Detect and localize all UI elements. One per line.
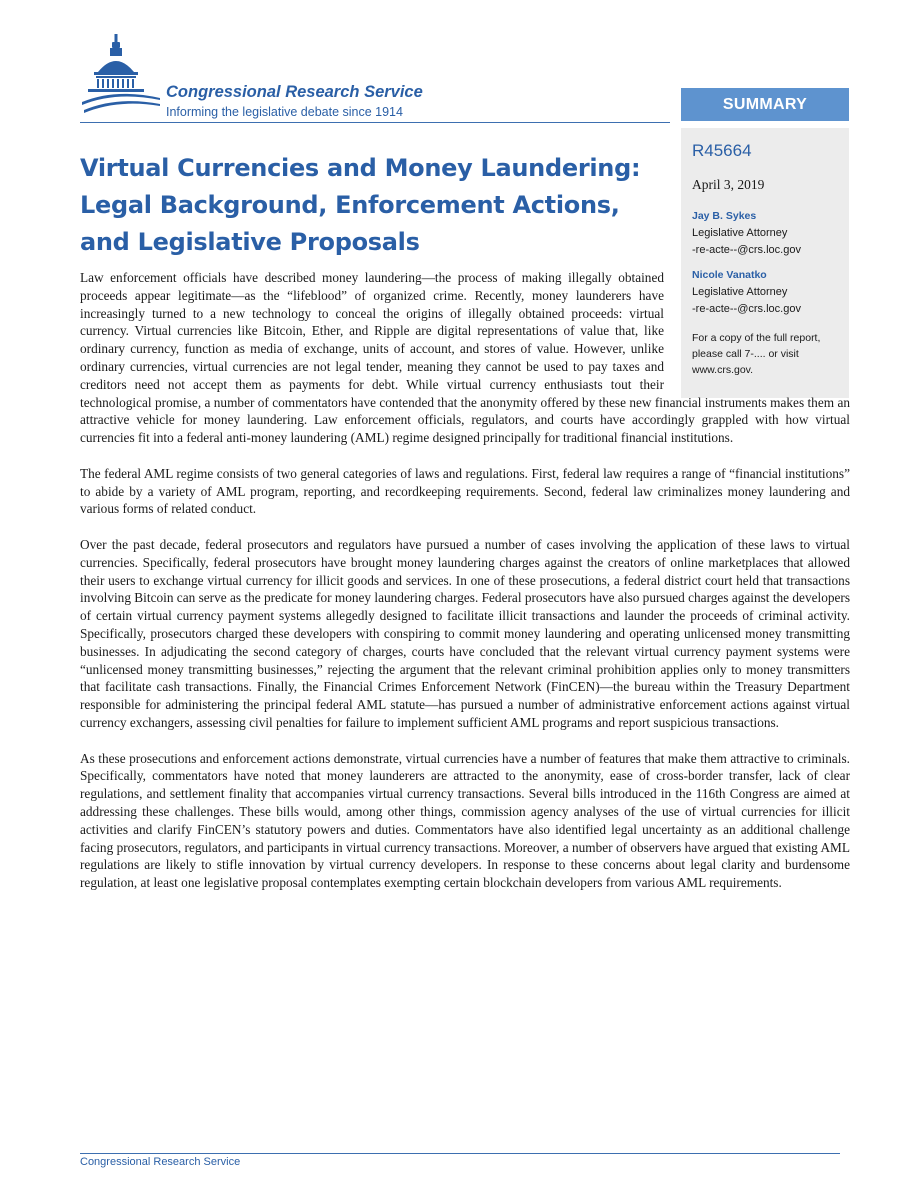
crs-website-link[interactable]: www.crs.gov.	[692, 364, 754, 376]
body-paragraph: As these prosecutions and enforcement actions demonstrate, virtual currencies have a number of features that make them attractive to criminals. Specifically, commentators have noted that money launderers are attracted to the anonymity, ease of cross-border transfer, lack of clear regulations, and settlement finality that accompanies virtual currency transactions. Several bills introduced in the 116th Congress are aimed at addressing these challenges. These bills would, among other things, commission agency analyses of the use of virtual currencies for illicit activities and clarify FinCEN’s statutory powers and duties. Commentators have also identified legal uncertainty as an additional challenge facing prosecutors, regulators, and participants in virtual currency transactions. Moreover, a number of observers have argued that existing AML regulations are likely to stifle innovation by virtual currency developers. In response to these concerns about legal clarity and burdensome regulation, at least one legislative proposal contemplates exempting certain blockchain developers from various AML requirements.	[80, 750, 850, 891]
body-paragraph: The federal AML regime consists of two general categories of laws and regulations. First, federal law requires a range of “financial institutions” to abide by a variety of AML program, reporting, and recordkeeping requirements. Second, federal law criminalizes money laundering and various forms of related conduct.	[80, 465, 850, 517]
crs-logo	[80, 34, 480, 124]
org-tagline: Informing the legislative debate since 1914	[166, 105, 403, 119]
author-block	[692, 208, 839, 259]
report-date: April 3, 2019	[692, 177, 765, 192]
author-role: Legislative Attorney	[692, 286, 788, 298]
summary-body	[80, 269, 850, 910]
author-email[interactable]: -re-acte--@crs.loc.gov	[692, 303, 801, 315]
author-role: Legislative Attorney	[692, 227, 788, 239]
summary-heading: SUMMARY	[681, 88, 849, 121]
body-paragraph: Law enforcement officials have described money laundering—the process of making illegally obtained proceeds appear legitimate—as the “lifeblood” of organized crime. Recently, money launderers have increasingly turned to a new technology to conceal the origins of illegally obtained proceeds: virtual currency. Virtual currencies like Bitcoin, Ether, and Ripple are digital representations of value that, like ordinary currency, function as media of exchange, units of account, and stores of value. However, unlike ordinary currencies, virtual currencies are not legal tender, meaning they cannot be used to pay taxes and creditors need not accept them as payments for debt. While virtual currency enthusiasts tout their technological promise, a number of commentators have contended that the anonymity offered by these new financial instruments makes them an attractive vehicle for money laundering. Law enforcement officials, regulators, and courts have accordingly grappled with how virtual currencies fit into a federal anti-money laundering (AML) regime designed principally for traditional financial institutions.	[80, 270, 850, 446]
report-number: R45664	[692, 141, 752, 160]
sidebar-wrap-spacer	[664, 269, 850, 391]
body-paragraph: Over the past decade, federal prosecutors and regulators have pursued a number of cases involving the application of these laws to virtual currencies. Specifically, federal prosecutors have brought money laundering charges against the creators of online marketplaces that allowed their users to exchange virtual currency for illicit goods and services. In one of these prosecutions, a federal district court held that transactions involving Bitcoin can serve as the predicate for money laundering charges. Federal prosecutors have also pursued charges against the developers of certain virtual currency payment systems allegedly designed to facilitate illicit transactions and launder the proceeds of criminal activity. Specifically, prosecutors charged these developers with conspiring to commit money laundering and operating unlicensed money transmitting businesses. In adjudicating the second category of charges, courts have concluded that the relevant virtual currency payment systems were “unlicensed money transmitting businesses,” rejecting the argument that the relevant criminal prohibition applies only to money transmitters that facilitate cash transactions. Finally, the Financial Crimes Enforcement Network (FinCEN)—the bureau within the Treasury Department responsible for administering the principal federal AML statute—has pursued a number of administrative enforcement actions against virtual currency exchangers, assessing civil penalties for failure to implement sufficient AML programs and report suspicious transactions.	[80, 536, 850, 730]
footer-text: Congressional Research Service	[80, 1156, 241, 1168]
author-name: Jay B. Sykes	[692, 210, 757, 222]
note-line: For a copy of the full report,	[692, 332, 821, 344]
author-email[interactable]: -re-acte--@crs.loc.gov	[692, 244, 801, 256]
document-title: Virtual Currencies and Money Laundering: Legal Background, Enforcement Actions, and Legislative Proposals	[80, 154, 641, 256]
note-line: please call 7-.... or visit	[692, 348, 799, 360]
header-divider	[80, 122, 670, 123]
author-name: Nicole Vanatko	[692, 269, 767, 281]
footer-divider	[80, 1153, 840, 1154]
capitol-dome-icon	[80, 34, 164, 122]
org-name: Congressional Research Service	[166, 83, 423, 101]
